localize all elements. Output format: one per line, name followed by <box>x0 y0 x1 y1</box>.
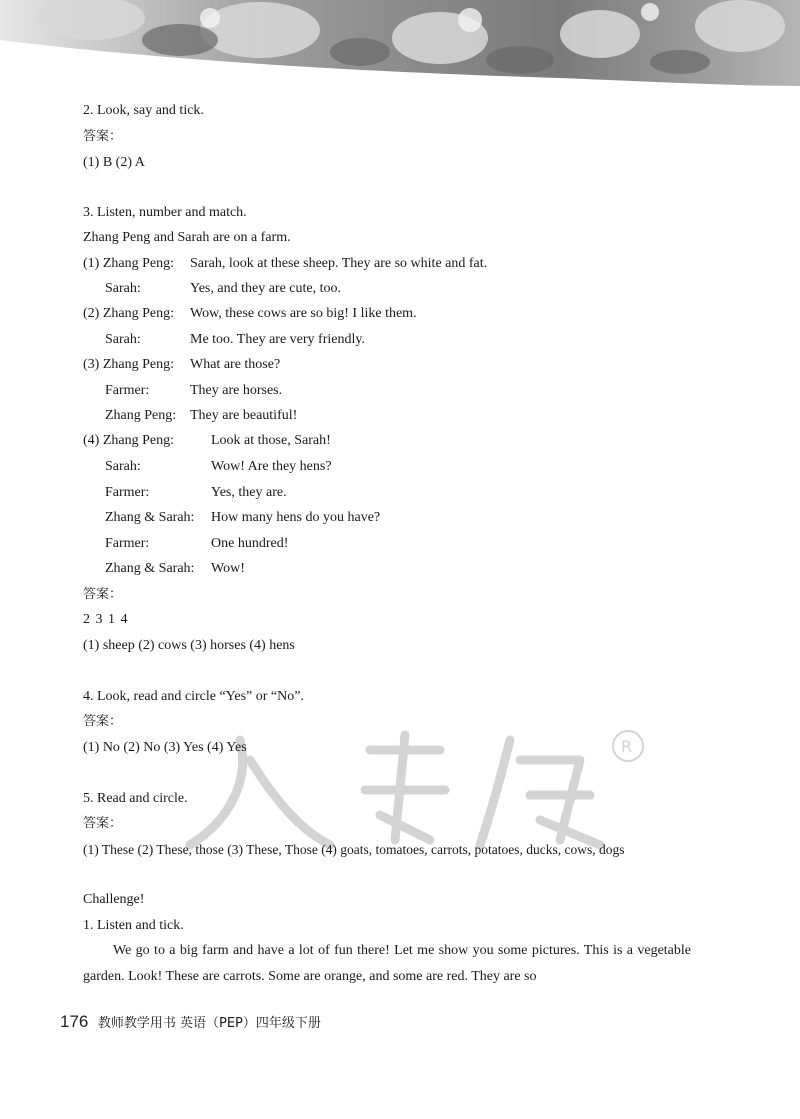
section-2-title: 2. Look, say and tick. <box>83 103 204 118</box>
dialogue-line: They are beautiful! <box>190 408 298 423</box>
dialogue-line: How many hens do you have? <box>211 510 381 525</box>
dialogue-speaker: (1) Zhang Peng: <box>83 256 174 271</box>
dialogue-speaker: Sarah: <box>105 332 141 347</box>
section-4-answer-label: 答案： <box>83 714 123 729</box>
dialogue-speaker: Zhang & Sarah: <box>105 510 195 525</box>
section-3-answer-numbers: 2 3 1 4 <box>83 612 128 627</box>
section-2-answer: (1) B (2) A <box>83 155 145 170</box>
challenge-paragraph: We go to a big farm and have a lot of fun there! Let me show you some pictures. This is a vegetable garden. Look! These are carrots. Some are orange, and some are red. They are so <box>83 943 691 984</box>
dialogue-speaker: Zhang Peng: <box>105 408 177 423</box>
dialogue-speaker: (4) Zhang Peng: <box>83 433 174 448</box>
dialogue-line: Me too. They are very friendly. <box>190 332 365 347</box>
dialogue-line: What are those? <box>190 357 281 372</box>
section-5-answer: (1) These (2) These, those (3) These, Those (4) goats, tomatoes, carrots, potatoes, ducks, cows, dogs <box>83 842 625 857</box>
dialogue-line: Yes, and they are cute, too. <box>190 281 341 296</box>
section-3-intro: Zhang Peng and Sarah are on a farm. <box>83 230 291 245</box>
section-3-title: 3. Listen, number and match. <box>83 205 247 220</box>
header-banner <box>0 0 800 92</box>
dialogue-speaker: Farmer: <box>105 383 150 398</box>
dialogue-speaker: (2) Zhang Peng: <box>83 306 174 321</box>
section-4-answer: (1) No (2) No (3) Yes (4) Yes <box>83 740 247 755</box>
page-number: 176 <box>60 1012 89 1031</box>
section-4-title: 4. Look, read and circle “Yes” or “No”. <box>83 689 304 704</box>
dialogue-line: Yes, they are. <box>211 485 287 500</box>
dialogue-line: Sarah, look at these sheep. They are so white and fat. <box>190 256 488 271</box>
dialogue-line: Wow! Are they hens? <box>211 459 332 474</box>
dialogue-line: Wow, these cows are so big! I like them. <box>190 306 417 321</box>
challenge-item-1: 1. Listen and tick. <box>83 918 184 933</box>
section-5-title: 5. Read and circle. <box>83 791 188 806</box>
svg-text:R: R <box>621 737 633 756</box>
dialogue-line: They are horses. <box>190 383 283 398</box>
dialogue-line: One hundred! <box>211 536 289 551</box>
dialogue-speaker: Farmer: <box>105 485 150 500</box>
section-3-answer-label: 答案： <box>83 587 123 602</box>
dialogue-speaker: Sarah: <box>105 281 141 296</box>
dialogue-speaker: Zhang & Sarah: <box>105 561 195 576</box>
dialogue-line: Look at those, Sarah! <box>211 433 331 448</box>
book-title: 教师教学用书 英语（PEP）四年级下册 <box>97 1016 321 1031</box>
section-3-answer: (1) sheep (2) cows (3) horses (4) hens <box>83 638 295 653</box>
dialogue-speaker: Farmer: <box>105 536 150 551</box>
page-footer <box>60 1012 321 1032</box>
dialogue-speaker: (3) Zhang Peng: <box>83 357 174 372</box>
section-5-answer-label: 答案： <box>83 816 123 831</box>
dialogue-speaker: Sarah: <box>105 459 141 474</box>
section-2-answer-label: 答案： <box>83 129 123 144</box>
challenge-title: Challenge! <box>83 892 145 907</box>
dialogue-line: Wow! <box>211 561 245 576</box>
publisher-watermark <box>180 720 660 860</box>
